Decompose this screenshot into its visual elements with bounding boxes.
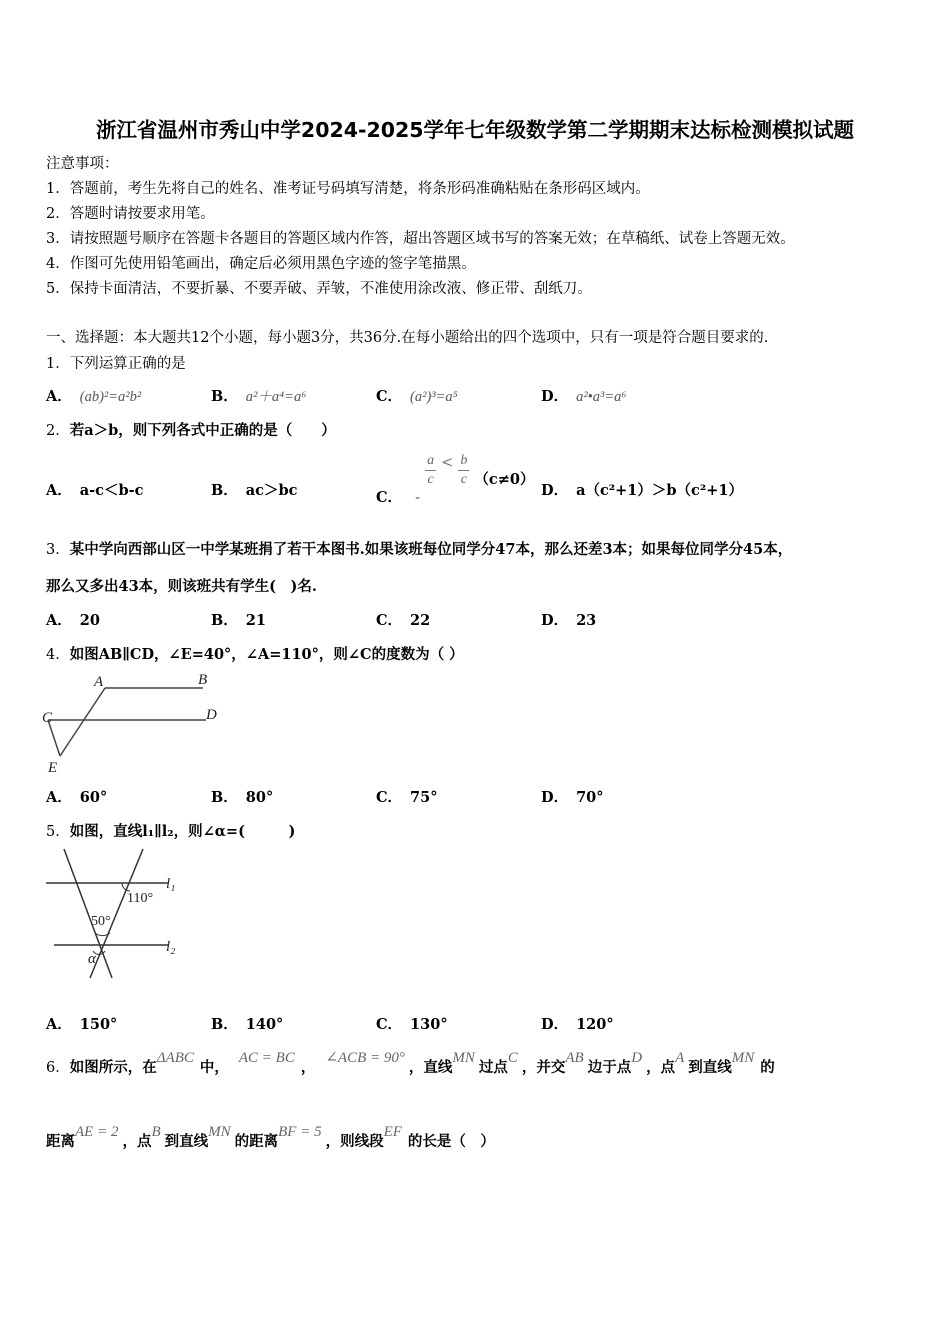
question-number: 6． [46, 1060, 70, 1076]
math-d: D [631, 1050, 643, 1066]
q5-option-d [541, 1013, 614, 1034]
question-text: 若a＞b，则下列各式中正确的是（ ） [69, 422, 336, 439]
math-a: A [675, 1050, 685, 1066]
stem-text: ，则线段 [325, 1133, 384, 1150]
notice-item-4: 4．作图可先使用铅笔画出，确定后必须用黑色字迹的签字笔描黑。 [46, 256, 476, 272]
math-bf-eq-5: BF = 5 [278, 1124, 322, 1140]
stem-text: 如图所示，在 [69, 1059, 157, 1076]
option-text: 80° [245, 789, 274, 806]
option-text: 22 [410, 612, 431, 629]
option-text: 140° [245, 1016, 284, 1033]
q4-option-c [376, 786, 437, 807]
question-3-stem-line2: 那么又多出43本，则该班共有学生( )名. [46, 578, 317, 595]
math-ab: AB [565, 1050, 584, 1066]
notice-item-5: 5．保持卡面清洁，不要折暴、不要弄破、弄皱，不准使用涂改液、修正带、刮纸刀。 [46, 281, 592, 297]
option-text: 23 [576, 612, 597, 629]
option-text: a-c＜b-c [79, 482, 144, 499]
q4-option-a [46, 786, 107, 807]
less-than-sign: < [441, 454, 454, 471]
option-label: B． [211, 388, 238, 405]
option-label: D． [541, 789, 569, 806]
q3-option-a [46, 609, 100, 630]
q1-option-d [541, 385, 626, 406]
option-label: D． [541, 482, 569, 499]
question-2-stem [46, 419, 336, 440]
math-ae-eq-2: AE = 2 [75, 1124, 119, 1140]
question-5-stem [46, 820, 295, 841]
option-label: C． [376, 1016, 403, 1033]
label-e: E [48, 760, 58, 776]
notice-item-1: 1．答题前，考生先将自己的姓名、准考证号码填写清楚，将条形码准确粘贴在条形码区域内。 [46, 181, 650, 197]
option-text: a（c²+1）＞b（c²+1） [576, 482, 743, 499]
minus-sign: - [415, 489, 421, 506]
option-label: C． [376, 612, 403, 629]
numerator: b [458, 452, 469, 471]
question-6-stem-line2 [46, 1122, 495, 1162]
option-label: A． [46, 789, 72, 806]
math-b: B [151, 1124, 161, 1140]
q3-option-c [376, 609, 430, 630]
option-label: D． [541, 388, 569, 405]
question-text: 如图AB∥CD，∠E=40°，∠A=110°，则∠C的度数为（ ） [69, 646, 464, 663]
q5-option-c [376, 1013, 448, 1034]
math-ef: EF [383, 1124, 402, 1140]
option-text: 130° [410, 1016, 448, 1033]
option-label: C． [376, 388, 403, 405]
q5-figure [40, 845, 200, 980]
fraction-a-over-c [425, 452, 436, 489]
option-label: B． [211, 482, 238, 499]
option-label: B． [211, 612, 238, 629]
notice-item-2: 2．答题时请按要求用笔。 [46, 206, 215, 222]
option-text: 20 [79, 612, 100, 629]
option-label: C． [376, 488, 403, 506]
stem-text: ，点 [646, 1059, 676, 1076]
option-text: (a²)³=a⁵ [410, 389, 458, 405]
label-50: 50° [91, 914, 111, 929]
q5-option-a [46, 1013, 117, 1034]
math-mn: MN [208, 1124, 231, 1140]
option-label: A． [46, 1016, 72, 1033]
q5-option-b [211, 1013, 283, 1034]
option-label: A． [46, 612, 72, 629]
fraction-b-over-c [458, 452, 469, 489]
stem-text: 到直线 [164, 1133, 209, 1150]
option-label: C． [376, 789, 403, 806]
question-number: 2． [46, 423, 70, 439]
q2-option-a [46, 479, 144, 500]
stem-text: 过点 [478, 1059, 508, 1076]
label-alpha: α [88, 951, 96, 967]
option-text: 150° [79, 1016, 118, 1033]
q2-option-b [211, 479, 297, 500]
stem-text: ， [300, 1059, 316, 1076]
notice-heading: 注意事项： [46, 156, 119, 172]
notice-item-3: 3．请按照题号顺序在答题卡各题目的答题区域内作答，超出答题区域书写的答案无效；在草稿纸、试卷上答题无效。 [46, 231, 795, 247]
question-text: 某中学向西部山区一中学某班捐了若干本图书.如果该班每位同学分47本，那么还差3本；如果每位同学分45本， [69, 541, 793, 558]
stem-text: 的 [760, 1059, 775, 1076]
stem-text: 距离 [46, 1133, 75, 1150]
q1-option-c [376, 385, 458, 406]
option-text: 75° [410, 789, 438, 806]
numerator: a [425, 452, 436, 471]
option-label: A． [46, 388, 72, 405]
stem-text: 边于点 [587, 1059, 632, 1076]
label-a: A [94, 674, 104, 690]
q4-figure [40, 668, 230, 778]
math-ac-eq-bc: AC = BC [238, 1050, 295, 1066]
stem-text: ，并交 [521, 1059, 566, 1076]
section-heading: 一、选择题：本大题共12个小题，每小题3分，共36分.在每小题给出的四个选项中，只有一项是符合题目要求的. [46, 330, 769, 346]
page-title: 浙江省温州市秀山中学2024-2025学年七年级数学第二学期期末达标检测模拟试题 [95, 118, 855, 142]
question-3-stem-line1 [46, 538, 792, 559]
stem-text: 的长是（ ） [407, 1133, 495, 1150]
question-number: 3． [46, 542, 70, 558]
denominator: c [427, 472, 434, 487]
line-ae [60, 688, 105, 756]
option-label: A． [46, 482, 72, 499]
label-l2: l₂ [166, 939, 176, 955]
question-6-stem-line1 [46, 1048, 775, 1088]
math-mn: MN [731, 1050, 755, 1066]
label-l1: l₁ [166, 876, 176, 892]
math-triangle-abc: ΔABC [156, 1050, 194, 1066]
option-text: ac＞bc [245, 482, 298, 499]
q2-option-c [376, 452, 535, 506]
stem-text: ，直线 [408, 1059, 453, 1076]
option-text: (ab)²=a²b² [79, 389, 142, 405]
option-label: B． [211, 789, 238, 806]
q4-option-b [211, 786, 273, 807]
stem-text: 的距离 [234, 1133, 279, 1150]
math-mn: MN [452, 1050, 475, 1066]
q3-option-d [541, 609, 596, 630]
option-text: a²＋a⁴=a⁶ [245, 389, 307, 405]
q3-option-b [211, 609, 266, 630]
q4-option-d [541, 786, 604, 807]
question-number: 5． [46, 824, 70, 840]
label-d: D [206, 707, 217, 723]
q1-option-b [211, 385, 306, 406]
denominator: c [460, 472, 467, 487]
question-number: 4． [46, 647, 70, 663]
option-text: 60° [79, 789, 108, 806]
option-text: 70° [576, 789, 604, 806]
math-angle-acb: ∠ACB = 90° [325, 1050, 405, 1066]
label-110: 110° [127, 891, 154, 906]
question-text: 如图，直线l₁∥l₂，则∠α=( ) [69, 823, 296, 840]
option-label: D． [541, 612, 569, 629]
option-text: 120° [576, 1016, 614, 1033]
label-c: C [42, 710, 53, 726]
q1-option-a [46, 385, 141, 406]
label-b: B [198, 672, 208, 688]
stem-text: ，点 [122, 1133, 152, 1150]
option-label: B． [211, 1016, 238, 1033]
option-text: 21 [245, 612, 266, 629]
math-c: C [507, 1050, 518, 1066]
condition: （c≠0） [474, 470, 535, 488]
stem-text: 到直线 [688, 1059, 732, 1076]
question-1-stem: 1．下列运算正确的是 [46, 356, 186, 372]
option-text: a²•a³=a⁶ [576, 389, 627, 405]
stem-text: 中， [199, 1059, 229, 1076]
q2-option-d [541, 479, 743, 500]
option-label: D． [541, 1016, 569, 1033]
question-4-stem [46, 643, 464, 664]
